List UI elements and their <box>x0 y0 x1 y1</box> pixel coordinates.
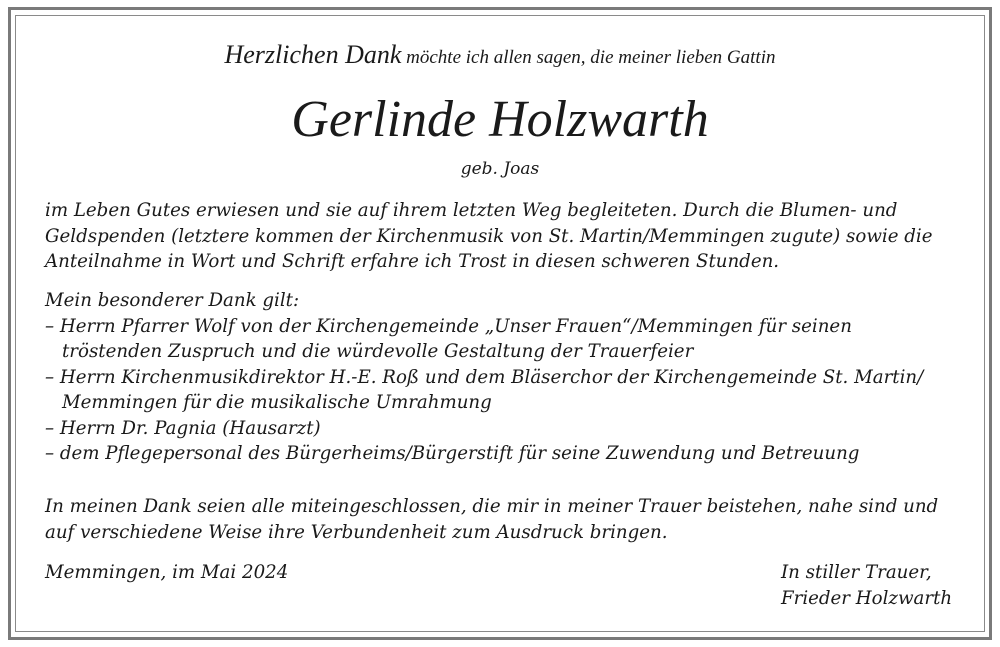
signature-block <box>781 560 952 611</box>
special-thanks-list <box>45 288 965 467</box>
place-date-text: Memmingen, im Mai 2024 <box>45 562 289 583</box>
text-line: im Leben Gutes erwiesen und sie auf ihrem letzten Weg begleiteten. Durch die Blumen- und <box>45 200 898 221</box>
intro-line <box>0 40 1000 73</box>
intro-lead: Herzlichen Dank <box>224 40 402 69</box>
list-item: – Herrn Kirchenmusikdirektor H.-E. Roß und dem Bläserchor der Kirchengemeinde St. Martin/ <box>45 366 924 388</box>
paragraph-inclusion <box>45 494 965 545</box>
list-item-continuation: tröstenden Zuspruch und die würdevolle Gestaltung der Trauerfeier <box>62 341 694 362</box>
text-line: auf verschiedene Weise ihre Verbundenheit zum Ausdruck bringen. <box>45 521 668 543</box>
list-item: – dem Pflegepersonal des Bürgerheims/Bürgerstift für seine Zuwendung und Betreuung <box>45 443 860 464</box>
special-thanks-heading: Mein besonderer Dank gilt: <box>45 290 300 311</box>
paragraph-thanks <box>45 198 965 275</box>
place-date <box>45 560 288 586</box>
list-item: – Herrn Dr. Pagnia (Hausarzt) <box>45 417 321 439</box>
signer-name: Frieder Holzwarth <box>781 587 953 609</box>
text-line: Geldspenden (letztere kommen der Kirchenmusik von St. Martin/Memmingen zugute) sowie die <box>45 225 933 247</box>
list-item-continuation: Memmingen für die musikalische Umrahmung <box>62 392 492 413</box>
text-line: In meinen Dank seien alle miteingeschlossen, die mir in meiner Trauer beistehen, nahe sind und <box>45 496 939 517</box>
list-item: – Herrn Pfarrer Wolf von der Kirchengemeinde „Unser Frauen“/Memmingen für seinen <box>45 315 852 337</box>
text-line: Anteilnahme in Wort und Schrift erfahre ich Trost in diesen schweren Stunden. <box>45 251 780 272</box>
deceased-name: Gerlinde Holzwarth <box>291 91 709 148</box>
birth-name: geb. Joas <box>460 159 540 179</box>
mourning-label: In stiller Trauer, <box>781 562 932 583</box>
intro-rest: möchte ich allen sagen, die meiner lieben Gattin <box>401 47 776 68</box>
